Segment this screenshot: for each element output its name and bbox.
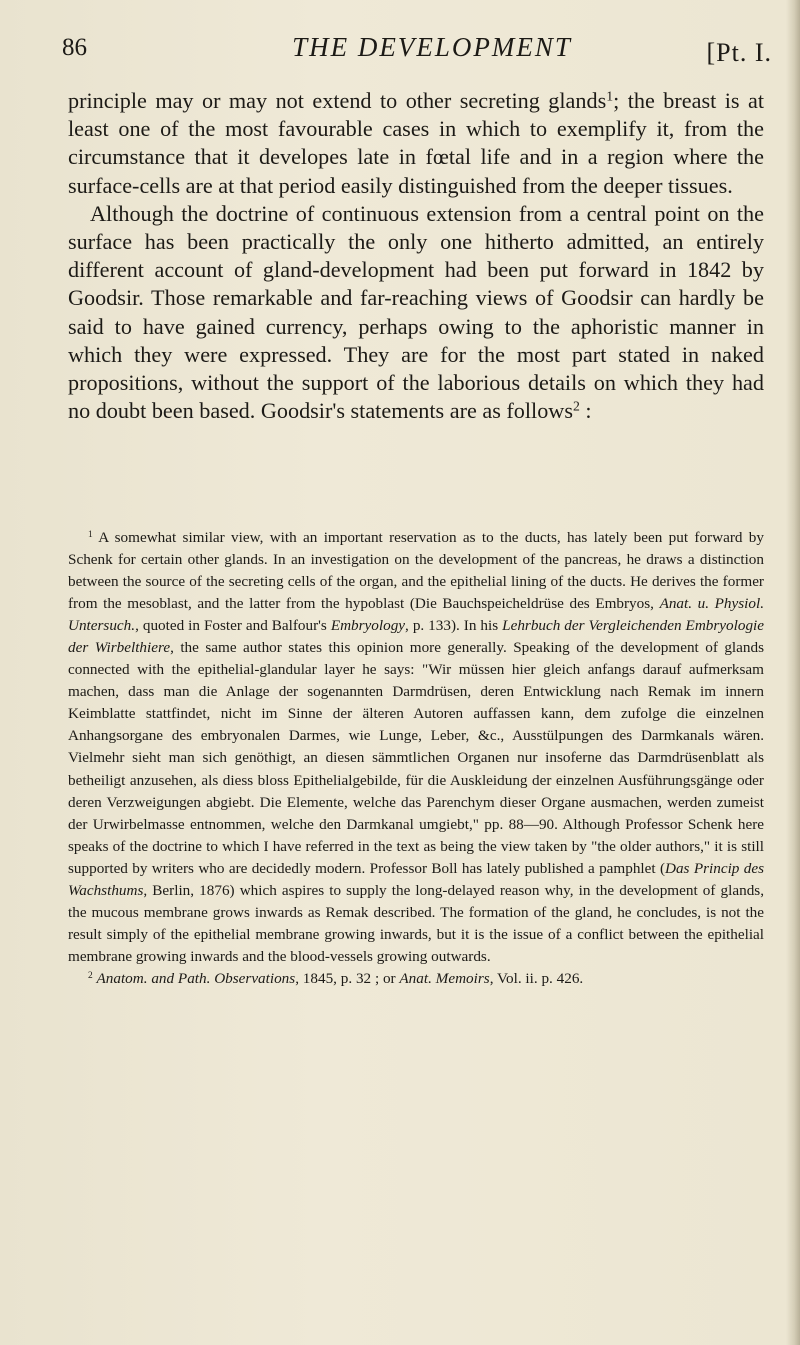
text-run: , p. 133). In his (405, 617, 503, 635)
text-run: , the same author states this opinion more generally. Speaking of the development of glands connected with the epithelial-glandular layer he says: "Wir müssen hier gleich anfangs darauf aufmerksam machen, dass man die Anlage der sogenannten Darmdrüsen, deren Entwicklung nach Remak im innern Keimblatte stattfindet, nicht im Sinne der älteren Autoren auffassen kann, dem zufolge die einzelnen Anhangsorgane des embryonalen Darmes, wie Lunge, Leber, &c., Ausstülpungen des Darmkanals wären. Vielmehr sieht man sich genöthigt, an diesen sämmtlichen Organen nur insoferne das Darmdrüsenblatt als betheiligt anzusehen, als diess bloss Epithelialgebilde, für die Auskleidung der einzelnen Ausführungsgänge oder deren Verzweigungen abgiebt. Die Elemente, welche das Parenchym dieser Organe ausmachen, werden zumeist der Urwirbelmasse entnommen, welche den Darmkanal umgiebt," pp. 88—90. Although Professor Schenk here speaks of the doctrine to which I have referred in the text as being the view taken by "the older authors," it is still supported by writers who are decidedly modern. Professor Boll has lately published a pamphlet ( (68, 639, 764, 877)
text-run: ; the breast is at least one of the most favourable cases in which to exemplify it, from the circumstance that it developes late in fœtal life and in a region where the surface-cells are at that period easily distinguished from the deeper tissues. (68, 88, 765, 198)
text-run: , Berlin, 1876) which aspires to supply the long-delayed reason why, in the development of glands, the mucous membrane grows inwards as Remak described. The formation of the gland, he concludes, is not the result simply of the epithelial membrane growing inwards, but it is the issue of a conflict between the epithelial membrane growing inwards and the blood-vessels growing outwards. (68, 881, 764, 965)
text-run: : (579, 398, 592, 424)
italic-run: Anat. u. Physiol. Untersuch. (68, 595, 764, 635)
paragraph (68, 200, 764, 426)
italic-run: Das Princip des Wachsthums (68, 859, 764, 899)
footnote-ref: 1 (606, 88, 614, 104)
page-header (62, 30, 772, 68)
text-run: , quoted in Foster and Balfour's (135, 617, 331, 635)
italic-run: Anatom. and Path. Observations (96, 969, 296, 987)
italic-run: Lehrbuch der Vergleichenden Embryologie der Wirbelthiere (68, 617, 765, 657)
footnote-1 (68, 527, 764, 968)
text-run: , 1845, p. 32 ; or (295, 969, 400, 987)
page-number: 86 (62, 34, 87, 61)
text-run: A somewhat similar view, with an important reservation as to the ducts, has lately been put forward by Schenk for certain other glands. In an investigation on the development of the pancreas, he draws a distinction between the source of the secreting cells of the organ, and the epithelial lining of the ducts. He derives the former from the mesoblast, and the latter from the hypoblast (Die Bauchspeicheldrüse des Embryos, (68, 529, 764, 613)
text-run: , Vol. ii. p. 426. (489, 969, 584, 987)
paragraph (68, 87, 764, 200)
footnote-marker: 2 (88, 970, 93, 981)
text-run: Although the doctrine of continuous extension from a central point on the surface has been practically the only one hitherto admitted, an entirely different account of gland-development had been put forward in 1842 by Goodsir. Those remarkable and far-reaching views of Goodsir can hardly be said to have gained currency, perhaps owing to the aphoristic manner in which they were expressed. They are for the most part stated in naked propositions, without the support of the laborious details on which they had no doubt been based. Goodsir's statements are as follows (68, 200, 764, 424)
main-text (68, 87, 764, 425)
footnote-marker: 1 (88, 529, 93, 540)
italic-run: Anat. Memoirs (399, 969, 490, 987)
part-label: [Pt. I. (706, 38, 772, 67)
text-run: principle may or may not extend to other secreting glands (68, 88, 607, 113)
running-head: THE DEVELOPMENT (292, 32, 572, 62)
page-edge-shadow (786, 0, 800, 1345)
footnote-ref: 2 (572, 398, 580, 414)
italic-run: Embryology (330, 617, 406, 635)
footnote-2 (68, 968, 764, 990)
footnotes (68, 527, 764, 990)
